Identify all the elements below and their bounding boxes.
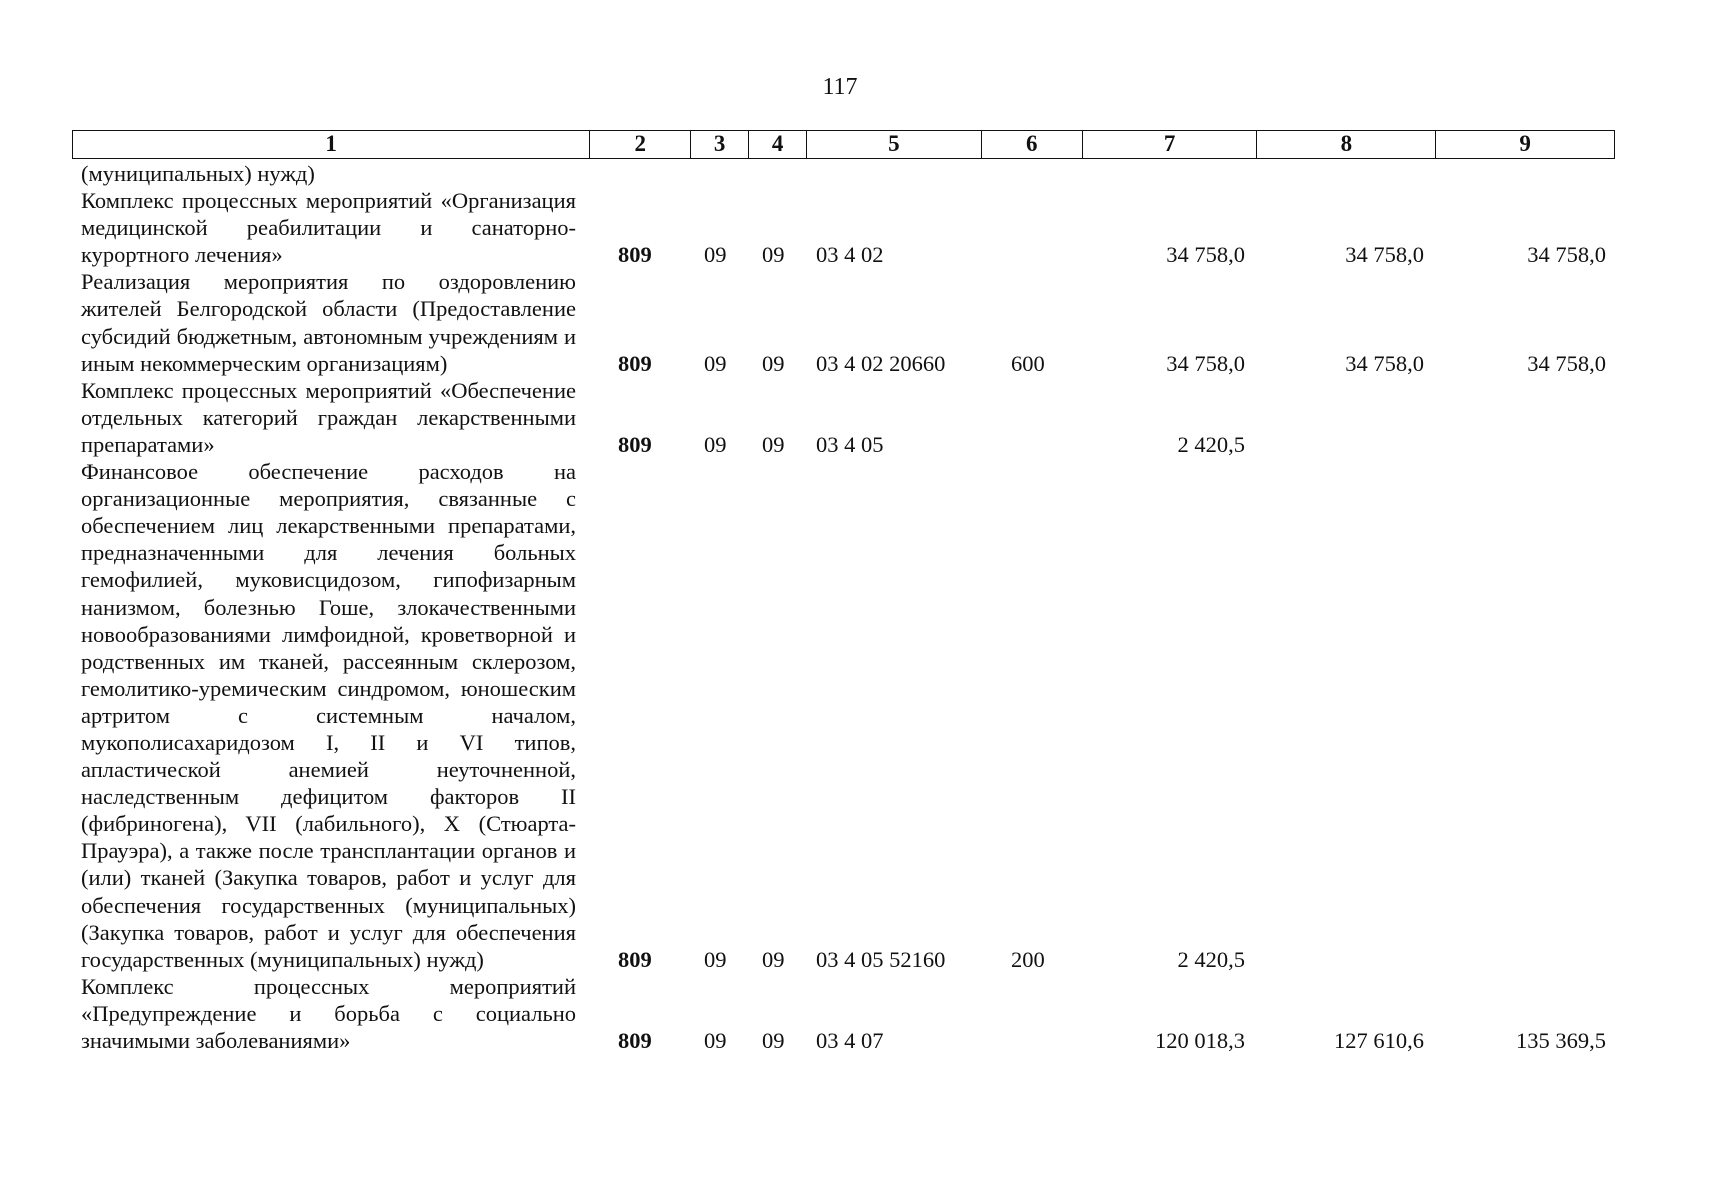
cell-amount-col8: 34 758,0 xyxy=(1345,242,1424,268)
cell-target-article: 03 4 02 xyxy=(816,242,884,268)
cell-ministry-code: 809 xyxy=(618,1028,652,1053)
cell-target-article: 03 4 05 xyxy=(816,431,884,457)
cell-subsection: 09 xyxy=(762,946,785,972)
cell-amount-col7: 34 758,0 xyxy=(1166,242,1245,268)
page-number: 117 xyxy=(822,74,858,100)
cell-amount-col7: 2 420,5 xyxy=(1177,431,1245,457)
column-header-5: 5 xyxy=(807,131,982,158)
column-header-7: 7 xyxy=(1083,131,1258,158)
row-description: Комплекс процессных мероприятий «Организация медицинской реабилитации и санаторно-курортного лечения» xyxy=(81,188,576,268)
row-description: Комплекс процессных мероприятий «Обеспечение отдельных категорий граждан лекарственными препаратами» xyxy=(81,377,576,457)
cell-target-article: 03 4 05 52160 xyxy=(816,946,946,972)
cell-amount-col7: 120 018,3 xyxy=(1155,1028,1245,1053)
cell-section: 09 xyxy=(704,946,727,972)
cell-ministry-code: 809 xyxy=(618,431,652,457)
cell-subsection: 09 xyxy=(762,350,785,376)
cell-subsection: 09 xyxy=(762,431,785,457)
column-header-9: 9 xyxy=(1519,131,1531,156)
cell-section: 09 xyxy=(704,1028,727,1053)
column-header-3: 3 xyxy=(691,131,749,158)
cell-ministry-code: 809 xyxy=(618,350,652,376)
row-description: Финансовое обеспечение расходов на организационные мероприятия, связанные с обеспечением лиц лекарственными препаратами, предназначенными для лечения больных гемофилией, муковисцидозом, гипофизарным нанизмом, болезнью Гоше, злокачественными новообразованиями лимфоидной, кроветворной и родственных им тканей, рассеянным склерозом, гемолитико-уремическим синдромом, юношеским артритом с системным началом, мукополисахаридозом I, II и VI типов, апластической анемией неуточненной, наследственным дефицитом факторов II (фибриногена), VII (лабильного), X (Стюарта-Прауэра), а также после трансплантации органов и (или) тканей (Закупка товаров, работ и услуг для обеспечения государственных (муниципальных) (Закупка товаров, работ и услуг для обеспечения государственных (муниципальных) нужд) xyxy=(81,459,576,972)
column-header-8: 8 xyxy=(1257,131,1436,158)
table-header xyxy=(72,130,1615,159)
cell-expense-type: 600 xyxy=(1011,350,1045,376)
cell-section: 09 xyxy=(704,431,727,457)
cell-subsection: 09 xyxy=(762,1028,785,1053)
cell-amount-col9: 34 758,0 xyxy=(1527,350,1606,376)
column-header-6: 6 xyxy=(982,131,1083,158)
cell-ministry-code: 809 xyxy=(618,946,652,972)
cell-amount-col7: 34 758,0 xyxy=(1166,350,1245,376)
row-description: Комплекс процессных мероприятий «Предупреждение и борьба с социально значимыми заболеваниями» xyxy=(81,973,576,1053)
cell-subsection: 09 xyxy=(762,242,785,268)
table-row xyxy=(0,377,1720,458)
cell-expense-type: 200 xyxy=(1011,946,1045,972)
table-row xyxy=(0,160,1720,187)
cell-amount-col8: 127 610,6 xyxy=(1334,1028,1424,1053)
column-header-2: 2 xyxy=(590,131,691,158)
cell-section: 09 xyxy=(704,242,727,268)
table-row xyxy=(0,458,1720,973)
table-row xyxy=(0,187,1720,268)
cell-amount-col7: 2 420,5 xyxy=(1177,946,1245,972)
cell-target-article: 03 4 02 20660 xyxy=(816,350,946,376)
cell-amount-col8: 34 758,0 xyxy=(1345,350,1424,376)
row-description: (муниципальных) нужд) xyxy=(81,161,315,186)
cell-section: 09 xyxy=(704,350,727,376)
table-row xyxy=(0,268,1720,376)
cell-ministry-code: 809 xyxy=(618,242,652,268)
row-description: Реализация мероприятия по оздоровлению жителей Белгородской области (Предоставление субсидий бюджетным, автономным учреждениям и иным некоммерческим организациям) xyxy=(81,269,576,376)
cell-amount-col9: 135 369,5 xyxy=(1516,1028,1606,1053)
cell-target-article: 03 4 07 xyxy=(816,1028,884,1053)
table-body xyxy=(0,160,1720,1054)
cell-amount-col9: 34 758,0 xyxy=(1527,242,1606,268)
table-row xyxy=(0,973,1720,1054)
column-header-4: 4 xyxy=(749,131,807,158)
column-header-1: 1 xyxy=(73,131,590,158)
